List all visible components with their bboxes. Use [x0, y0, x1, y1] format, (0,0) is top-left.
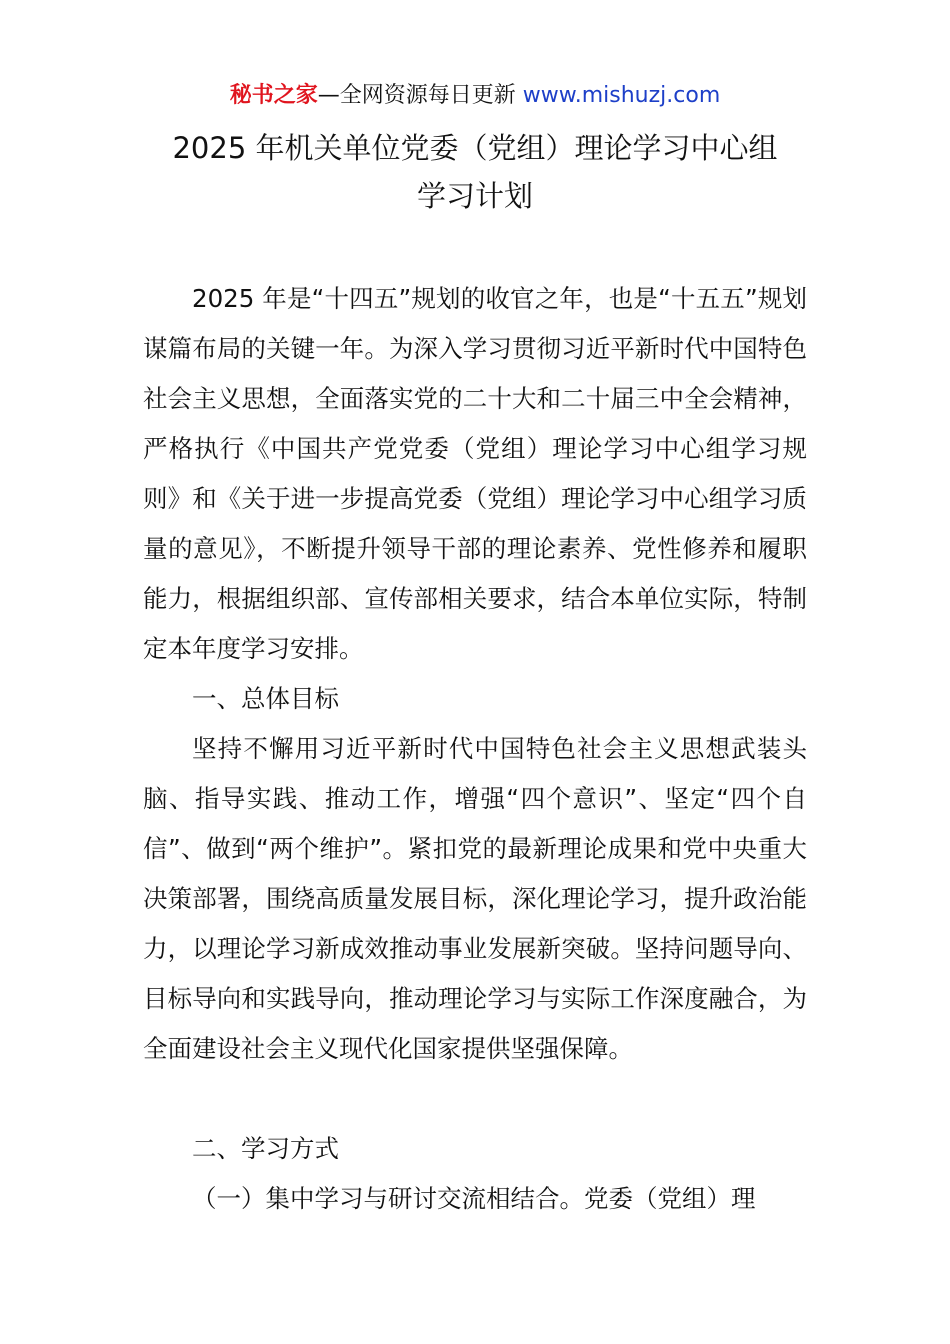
section2-heading [143, 1124, 807, 1174]
site-url-link[interactable]: www.mishuzj.com [522, 83, 721, 108]
site-brand: 秘书之家 [229, 83, 318, 108]
document-title-line1: 2025 年机关单位党委（党组）理论学习中心组 [172, 131, 778, 165]
intro-text: 2025 年是“十四五”规划的收官之年，也是“十五五”规划谋篇布局的关键一年。为深入学习贯彻习近平新时代中国特色社会主义思想，全面落实党的二十大和二十届三中全会精神，严格执行《中国共产党党委（党组）理论学习中心组学习规则》和《关于进一步提高党委（党组）理论学习中心组学习质量的意见》，不断提升领导干部的理论素养、党性修养和履职能力，根据组织部、宣传部相关要求，结合本单位实际，特制定本年度学习安排。 [143, 284, 807, 663]
site-header [0, 80, 950, 112]
section1-paragraph [143, 724, 807, 1074]
intro-paragraph [143, 274, 807, 674]
section2-paragraph [143, 1174, 807, 1224]
site-tagline: —全网资源每日更新 [317, 83, 523, 108]
section1-text: 坚持不懈用习近平新时代中国特色社会主义思想武装头脑、指导实践、推动工作，增强“四个意识”、坚定“四个自信”、做到“两个维护”。紧扣党的最新理论成果和党中央重大决策部署，围绕高质量发展目标，深化理论学习，提升政治能力，以理论学习新成效推动事业发展新突破。坚持问题导向、目标导向和实践导向，推动理论学习与实际工作深度融合，为全面建设社会主义现代化国家提供坚强保障。 [143, 734, 807, 1063]
section1-heading-text: 一、总体目标 [192, 684, 339, 713]
section2-heading-text: 二、学习方式 [192, 1134, 339, 1163]
document-title-line2: 学习计划 [416, 179, 533, 213]
section1-heading [143, 674, 807, 724]
section2-text: （一）集中学习与研讨交流相结合。党委（党组）理 [192, 1184, 756, 1213]
